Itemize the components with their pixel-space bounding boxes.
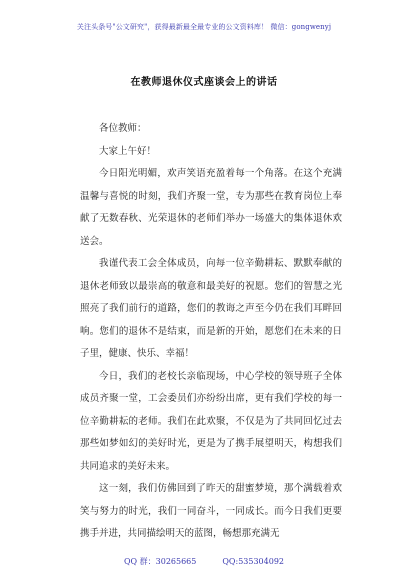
- footer: [0, 556, 408, 567]
- paragraph-2: 我谨代表工会全体成员，向每一位辛勤耕耘、默默奉献的退休老师致以最崇高的敬意和最美好的祝愿。您们的智慧之光照亮了我们前行的道路，您们的教诲之声至今仍在我们耳畔回响。您们的退休不是结束，而是新的开始，愿您们在未来的日子里，健康、快乐、幸福！: [80, 258, 342, 359]
- document-title: 在教师退休仪式座谈会上的讲话: [130, 77, 278, 88]
- footer-qq-group: QQ 群：30265665: [123, 557, 197, 566]
- document-body: [80, 118, 342, 546]
- salutation: 各位教师：: [99, 123, 147, 134]
- paragraph-1: 今日阳光明媚，欢声笑语充盈着每一个角落。在这个充满温馨与喜悦的时刻，我们齐聚一堂，专为那些在教育岗位上奉献了无数春秋、光荣退休的老师们举办一场盛大的集体退休欢送会。: [80, 168, 342, 247]
- header-note: 关注头条号"公文研究"，获得最新最全最专业的公文资料库！ 微信：gongwenyj: [76, 23, 332, 31]
- paragraph-4: 这一刻，我们仿佛回到了昨天的甜蜜梦境，那个满载着欢笑与努力的时光，我们一同奋斗，一同成长。而今日我们更要携手并进，共同描绘明天的蓝图，畅想那充满无: [80, 483, 342, 539]
- paragraph-3: 今日，我们的老校长亲临现场，中心学校的领导班子全体成员齐聚一堂，工会委员们亦纷纷出席，更有我们学校的每一位辛勤耕耘的老师。我们在此欢聚，不仅是为了共同回忆过去那些如梦如幻的美好时光，更是为了携手展望明天，构想我们共同追求的美好未来。: [80, 370, 342, 472]
- greeting: 大家上午好！: [99, 145, 157, 157]
- footer-qq: QQ:535304092: [222, 557, 284, 566]
